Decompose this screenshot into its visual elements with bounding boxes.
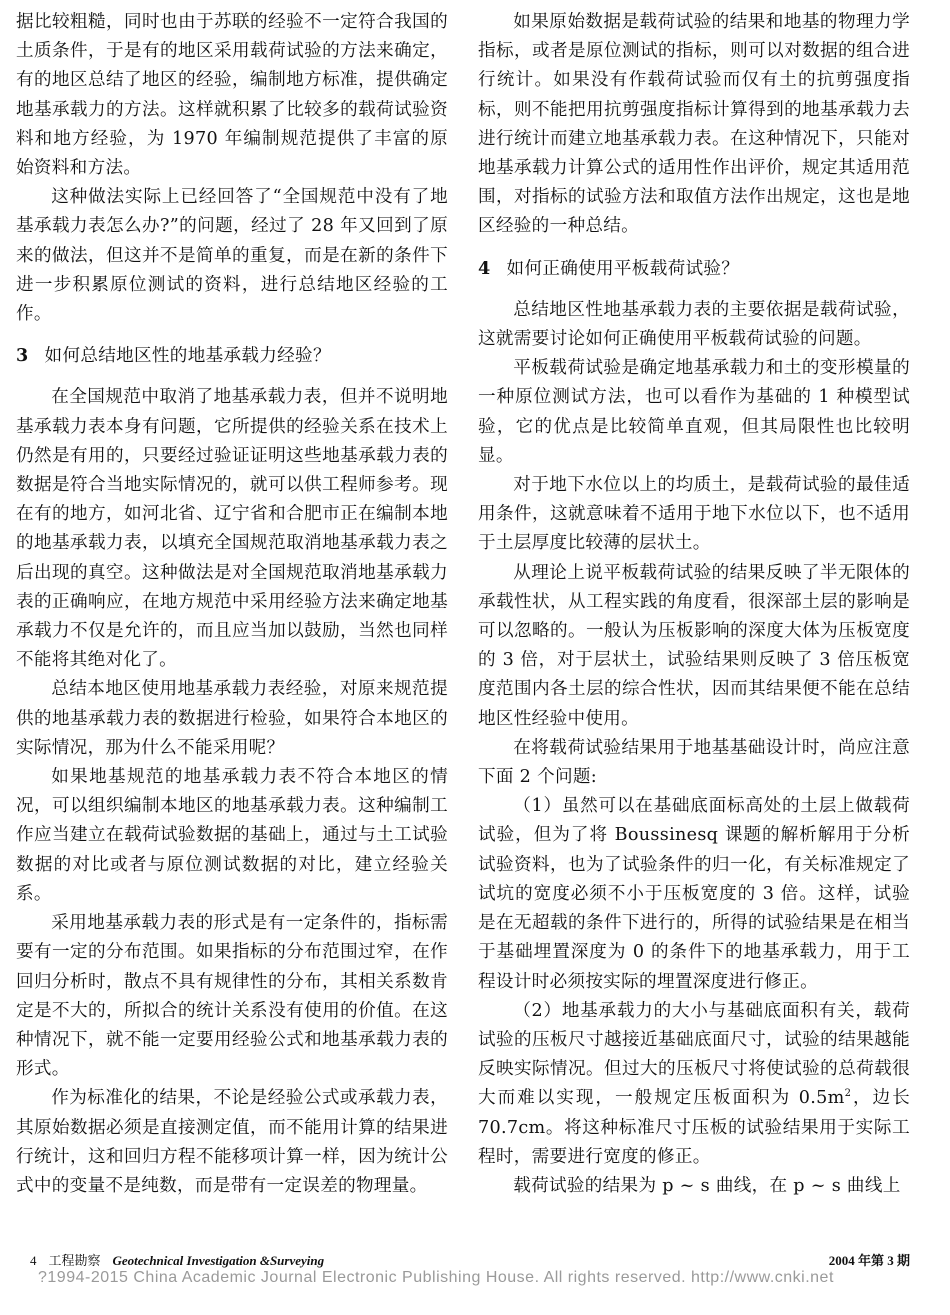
left-column (16, 8, 448, 1201)
journal-name-en: Geotechnical Investigation &Surveying (112, 1253, 325, 1268)
paragraph: 平板载荷试验是确定地基承载力和土的变形模量的一种原位测试方法，也可以看作为基础的 1 种模型试验，它的优点是比较简单直观，但其局限性也比较明显。 (478, 358, 910, 466)
paragraph: 从理论上说平板载荷试验的结果反映了半无限体的承载性状，从工程实践的角度看，很深部土层的影响是可以忽略的。一般认为压板影响的深度大体为压板宽度的 3 倍，对于层状土，试验结果则反映了 3 倍压板宽度范围内各土层的综合性状，因而其结果便不能在总结地区性经验中使用。 (478, 562, 910, 729)
paragraph: 载荷试验的结果为 p ~ s 曲线，在 p ~ s 曲线上 (513, 1175, 901, 1196)
right-column (478, 8, 910, 1201)
section-title: 如何正确使用平板载荷试验？ (506, 258, 740, 279)
paragraph: 对于地下水位以上的均质土，是载荷试验的最佳适用条件，这就意味着不适用于地下水位以下，也不适用于土层厚度比较薄的层状土。 (478, 475, 910, 554)
journal-name-cn: 工程勘察 (48, 1253, 101, 1268)
paragraph: 如果原始数据是载荷试验的结果和地基的物理力学指标，或者是原位测试的指标，则可以对数据的组合进行统计。如果没有作载荷试验而仅有土的抗剪强度指标，则不能把用抗剪强度指标计算得到的地基承载力去进行统计而建立地基承载力表。在这种情况下，只能对地基承载力计算公式的适用性作出评价，规定其适用范围，对指标的试验方法和取值方法作出规定，这也是地区经验的一种总结。 (478, 12, 910, 237)
paragraph: 这种做法实际上已经回答了“全国规范中没有了地基承载力表怎么办?”的问题，经过了 28 年又回到了原来的做法，但这并不是简单的重复，而是在新的条件下进一步积累原位测试的资料，进行总结地区经验的工作。 (16, 187, 448, 325)
section-number: 3 (16, 345, 29, 367)
paragraph: 作为标准化的结果，不论是经验公式或承载力表，其原始数据必须是直接测定值，而不能用计算的结果进行统计，这和回归方程不能移项计算一样，因为统计公式中的变量不是纯数，而是带有一定误差的物理量。 (16, 1088, 448, 1196)
section-heading-4 (478, 254, 910, 284)
superscript: 2 (844, 1088, 852, 1100)
text-span: （2）地基承载力的大小与基础底面积有关，载荷试验的压板尺寸越接近基础底面尺寸，试验的结果越能反映实际情况。但过大的压板尺寸将使试验的总荷载很大而难以实现，一般规定压板面积为 0.5m (478, 1000, 910, 1109)
paragraph: 据比较粗糙，同时也由于苏联的经验不一定符合我国的土质条件，于是有的地区采用载荷试验的方法来确定，有的地区总结了地区的经验，编制地方标准，提供确定地基承载力的方法。这样就积累了比较多的载荷试验资料和地方经验，为 1970 年编制规范提供了丰富的原始资料和方法。 (16, 12, 448, 179)
paragraph: 在全国规范中取消了地基承载力表，但并不说明地基承载力表本身有问题，它所提供的经验关系在技术上仍然是有用的，只要经过验证证明这些地基承载力表的数据是符合当地实际情况的，就可以供工程师参考。现在有的地方，如河北省、辽宁省和合肥市正在编制本地的地基承载力表，以填充全国规范取消地基承载力表之后出现的真空。这种做法是对全国规范取消地基承载力表的正确响应，在地方规范中采用经验方法来确定地基承载力不仅是允许的，而且应当加以鼓励，当然也同样不能将其绝对化了。 (16, 387, 448, 671)
paragraph (478, 997, 910, 1172)
section-heading-3 (16, 341, 448, 371)
section-number: 4 (478, 257, 491, 279)
paragraph: 如果地基规范的地基承载力表不符合本地区的情况，可以组织编制本地区的地基承载力表。这种编制工作应当建立在载荷试验数据的基础上，通过与土工试验数据的对比或者与原位测试数据的对比，建立经验关系。 (16, 767, 448, 904)
section-title: 如何总结地区性的地基承载力经验？ (44, 346, 331, 367)
paragraph: （1）虽然可以在基础底面标高处的土层上做载荷试验，但为了将 Boussinesq 课题的解析解用于分析试验资料，也为了试验条件的归一化，有关标准规定了试坑的宽度必须不小于压板宽度的 3 倍。这样，试验是在无超载的条件下进行的，所得的试验结果是在相当于基础埋置深度为 0 的条件下的地基承载力，用于工程设计时必须按实际的埋置深度进行修正。 (478, 796, 910, 992)
text-span: ，边长 70.7cm。将这种标准尺寸压板的试验结果用于实际工程时，需要进行宽度的修正。 (478, 1088, 910, 1167)
copyright-watermark: ?1994-2015 China Academic Journal Electronic Publishing House. All rights reserved. http://www.cnki.net (38, 1269, 834, 1286)
issue-label: 2004 年第 3 期 (828, 1253, 910, 1268)
paragraph: 总结本地区使用地基承载力表经验，对原来规范提供的地基承载力表的数据进行检验，如果符合本地区的实际情况，那为什么不能采用呢？ (16, 679, 448, 758)
paragraph: 总结地区性地基承载力表的主要依据是载荷试验，这就需要讨论如何正确使用平板载荷试验的问题。 (478, 299, 910, 350)
page-number: 4 (30, 1253, 37, 1268)
paragraph: 采用地基承载力表的形式是有一定条件的，指标需要有一定的分布范围。如果指标的分布范围过窄，在作回归分析时，散点不具有规律性的分布，其相关系数肯定是不大的，所拟合的统计关系没有使用的价值。在这种情况下，就不能一定要用经验公式和地基承载力表的形式。 (16, 913, 448, 1080)
paragraph: 在将载荷试验结果用于地基基础设计时，尚应注意下面 2 个问题: (478, 737, 910, 788)
